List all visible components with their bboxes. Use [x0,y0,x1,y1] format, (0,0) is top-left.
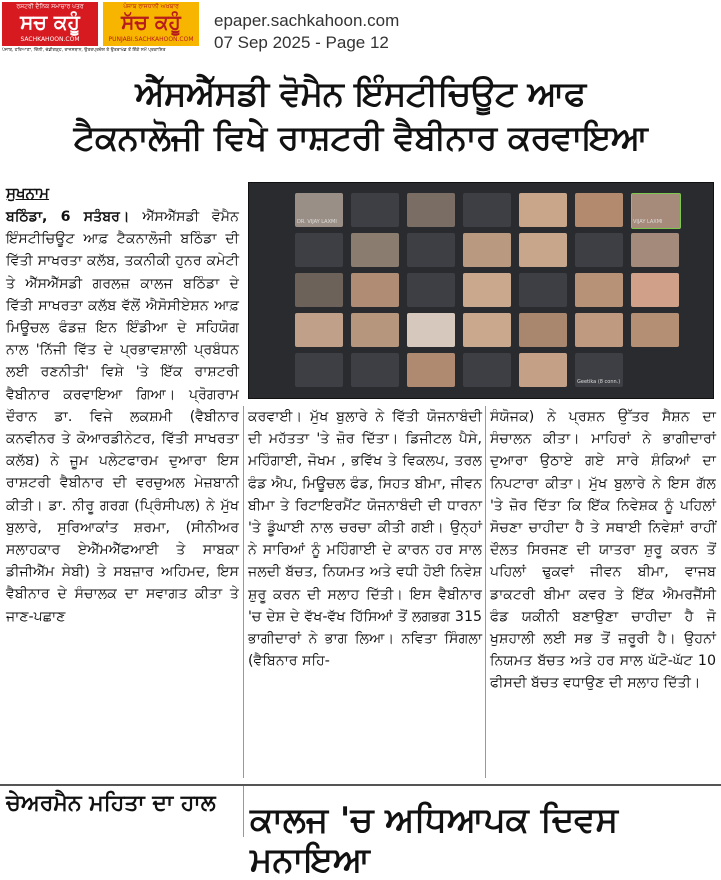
participant-tile [351,193,399,227]
logo2-site: PUNJABI.SACHKAHOON.COM [108,36,194,43]
participant-label: Geetika (8 conn.) [577,379,621,385]
section-divider [0,784,721,786]
participant-tile [519,233,567,267]
participant-tile [407,313,455,347]
participant-tile [519,353,567,387]
epaper-date-page: 07 Sep 2025 - Page 12 [214,33,389,52]
participant-tile [463,313,511,347]
participant-tile [351,313,399,347]
article-column-2: ਕਰਵਾਈ। ਮੁੱਖ ਬੁਲਾਰੇ ਨੇ ਵਿੱਤੀ ਯੋਜਨਾਬੰਦੀ ਦੀ ਮਹੱਤਤਾ 'ਤੇ ਜ਼ੋਰ ਦਿੱਤਾ। ਡਿਜੀਟਲ ਪੈਸੇ, ਮਹਿੰਗਾਈ, ਜੋਖਮ , ਭਵਿੱਖ ਤੇ ਵਿਕਲਪ, ਤਰਲ ਫੰਡ ਐਪ, ਮਿਊਚਲ ਫੰਡ, ਸਿਹਤ ਬੀਮਾ, ਜੀਵਨ ਬੀਮਾ ਤੇ ਰਿਟਾਇਰਮੈਂਟ ਯੋਜਨਾਬੰਦੀ ਦੀ ਧਾਰਨਾ 'ਤੇ ਡੂੰਘਾਈ ਨਾਲ ਚਰਚਾ ਕੀਤੀ ਗਈ। ਉਨ੍ਹਾਂ ਨੇ ਸਾਰਿਆਂ ਨੂੰ ਮਹਿੰਗਾਈ ਦੇ ਕਾਰਨ ਹਰ ਸਾਲ ਜਲਦੀ ਬੱਚਤ, ਨਿਯਮਤ ਅਤੇ ਵਧੀ ਹੋਈ ਨਿਵੇਸ਼ ਸ਼ੁਰੂ ਕਰਨ ਦੀ ਸਲਾਹ ਦਿੱਤੀ। ਇਸ ਵੈਬੀਨਾਰ 'ਚ ਦੇਸ਼ ਦੇ ਵੱਖ-ਵੱਖ ਹਿੱਸਿਆਂ ਤੋਂ ਲਗਭਗ 315 ਭਾਗੀਦਾਰਾਂ ਨੇ ਭਾਗ ਲਿਆ। ਨਵਿਤਾ ਸਿੰਗਲਾ (ਵੈਬਿਨਾਰ ਸਹਿ- [248,409,482,670]
participant-tile [519,273,567,307]
participant-tile [295,233,343,267]
next-article-headline-left: ਚੇਅਰਮੈਨ ਮਹਿਤਾ ਦਾ ਹਾਲ [6,791,216,816]
next-article-headline-right: ਕਾਲਜ 'ਚ ਅਧਿਆਪਕ ਦਿਵਸ ਮਨਾਇਆ [250,800,619,880]
epaper-meta [214,10,399,54]
video-call-grid [255,191,695,389]
headline-line-2: ਟੈਕਨਾਲੋਜੀ ਵਿਖੇ ਰਾਸ਼ਟਰੀ ਵੈਬੀਨਾਰ ਕਰਵਾਇਆ [73,118,648,158]
participant-tile [463,233,511,267]
participant-tile [575,193,623,227]
byline: ਸੁਖਨਾਮ [6,184,50,202]
edition-strip: ਪੰਜਾਬ, ਹਰਿਆਣਾ, ਦਿੱਲੀ, ਚੰਡੀਗੜ੍ਹ, ਰਾਜਸਥਾਨ, ਉਤਰਪ੍ਰਦੇਸ਼ ਤੇ ਉਤਰਾਖੰਡ ਤੋਂ ਇੱਕੋ ਸਮੇਂ ਪ੍ਰਕਾਸ਼ਿਤ [2,48,166,53]
participant-tile [463,273,511,307]
sach-kahoon-punjabi-logo[interactable] [103,2,199,46]
epaper-site[interactable]: epaper.sachkahoon.com [214,11,400,30]
participant-tile [295,353,343,387]
logo2-name: ਸੱਚ ਕਹੂੰ [121,10,181,34]
participant-tile [295,313,343,347]
masthead [0,0,721,52]
column-divider [243,406,244,778]
participant-label: VIJAY LAXMI [633,219,663,225]
participant-tile [575,233,623,267]
participant-label: DR. VIJAY LAXMI [297,219,337,225]
participant-tile [407,193,455,227]
logo1-name: ਸਚ ਕਹੂੰ [20,10,80,34]
logo1-site: SACHKAHOON.COM [20,36,80,43]
participant-tile [407,353,455,387]
logo2-tagline: ਪੰਜਾਬ ਰਾਜਧਾਨੀ ਅਖ਼ਬਾਰ [123,3,179,10]
article-column-3: ਸੰਯੋਜਕ) ਨੇ ਪ੍ਰਸ਼ਨ ਉੱਤਰ ਸੈਸ਼ਨ ਦਾ ਸੰਚਾਲਨ ਕੀਤਾ। ਮਾਹਿਰਾਂ ਨੇ ਭਾਗੀਦਾਰਾਂ ਦੁਆਰਾ ਉਠਾਏ ਗਏ ਸਾਰੇ ਸ਼ੰਕਿਆਂ ਦਾ ਨਿਪਟਾਰਾ ਕੀਤਾ। ਮੁੱਖ ਬੁਲਾਰੇ ਨੇ ਇਸ ਗੱਲ 'ਤੇ ਜ਼ੋਰ ਦਿੱਤਾ ਕਿ ਇੱਕ ਨਿਵੇਸ਼ਕ ਨੂੰ ਪਹਿਲਾਂ ਸੋਚਣਾ ਚਾਹੀਦਾ ਹੈ ਤੇ ਸਥਾਈ ਨਿਵੇਸ਼ਾਂ ਰਾਹੀਂ ਦੌਲਤ ਸਿਰਜਣ ਦੀ ਯਾਤਰਾ ਸ਼ੁਰੂ ਕਰਨ ਤੋਂ ਪਹਿਲਾਂ ਢੁਕਵਾਂ ਜੀਵਨ ਬੀਮਾ, ਵਾਜਬ ਡਾਕਟਰੀ ਬੀਮਾ ਕਵਰ ਤੇ ਇੱਕ ਐਮਰਜੈਂਸੀ ਫੰਡ ਯਕੀਨੀ ਬਣਾਉਣਾ ਚਾਹੀਦਾ ਹੈ ਜੋ ਖੁਸ਼ਹਾਲੀ ਲਈ ਸਭ ਤੋਂ ਜ਼ਰੂਰੀ ਹੈ। ਉਹਨਾਂ ਨਿਯਮਤ ਬੱਚਤ ਅਤੇ ਹਰ ਸਾਲ ਘੱਟੋ-ਘੱਟ 10 ਫੀਸਦੀ ਬੱਚਤ ਵਧਾਉਣ ਦੀ ਸਲਾਹ ਦਿੱਤੀ। [490,409,716,692]
participant-tile [351,273,399,307]
headline-line-1: ਐੱਸਐੱਸਡੀ ਵੋਮੈਨ ਇੰਸਟੀਚਿਊਟ ਆਫ [135,74,586,114]
participant-tile [295,273,343,307]
dateline: ਬਠਿੰਡਾ, 6 ਸਤੰਬਰ। [6,209,130,225]
article-headline [0,72,721,160]
participant-tile [575,273,623,307]
participant-tile [519,193,567,227]
participant-tile [631,233,679,267]
column-divider [485,406,486,778]
webinar-screenshot-photo [248,182,714,399]
participant-tile [463,353,511,387]
logo1-tagline: ਰਸ਼ਟਰੀ ਦੈਨਿਕ ਸਮਾਚਾਰ ਪਤਰ [16,3,84,10]
participant-tile [351,233,399,267]
participant-tile [631,273,679,307]
column-1-text: ਐੱਸਐੱਸਡੀ ਵੋਮੈਨ ਇੰਸਟੀਚਿਊਟ ਆਫ਼ ਟੈਕਨਾਲੋਜੀ ਬਠਿੰਡਾ ਦੀ ਵਿੱਤੀ ਸਾਖਰਤਾ ਕਲੱਬ, ਤਕਨੀਕੀ ਹੁਨਰ ਕਮੇਟੀ ਤੇ ਐੱਸਐੱਸਡੀ ਗਰਲਜ਼ ਕਾਲਜ ਬਠਿੰਡਾ ਦੇ ਵਿੱਤੀ ਸਾਖਰਤਾ ਕਲੱਬ ਵੱਲੋਂ ਐਸੋਸੀਏਸ਼ਨ ਆਫ਼ ਮਿਊਚਲ ਫੰਡਜ਼ ਇਨ ਇੰਡੀਆ ਦੇ ਸਹਿਯੋਗ ਨਾਲ 'ਨਿੱਜੀ ਵਿੱਤ ਦੇ ਪ੍ਰਭਾਵਸ਼ਾਲੀ ਪ੍ਰਬੰਧਨ ਲਈ ਰਣਨੀਤੀ' ਵਿਸ਼ੇ 'ਤੇ ਇੱਕ ਰਾਸ਼ਟਰੀ ਵੈਬੀਨਾਰ ਕਰਵਾਇਆ ਗਿਆ। ਪ੍ਰੋਗਰਾਮ ਦੌਰਾਨ ਡਾ. ਵਿਜੇ ਲਕਸ਼ਮੀ (ਵੈਬੀਨਾਰ ਕਨਵੀਨਰ ਤੇ ਕੋਆਰਡੀਨੇਟਰ, ਵਿੱਤੀ ਸਾਖਰਤਾ ਕਲੱਬ) ਨੇ ਜ਼ੂਮ ਪਲੇਟਫਾਰਮ ਦੁਆਰਾ ਇਸ ਰਾਸ਼ਟਰੀ ਵੈਬੀਨਾਰ ਦੀ ਵਰਚੁਅਲ ਮੇਜ਼ਬਾਨੀ ਕੀਤੀ। ਡਾ. ਨੀਰੂ ਗਰਗ (ਪ੍ਰਿੰਸੀਪਲ) ਨੇ ਮੁੱਖ ਬੁਲਾਰੇ, ਸੁਰਿਆਕਾਂਤ ਸ਼ਰਮਾ, (ਸੀਨੀਅਰ ਸਲਾਹਕਾਰ ਏਐੱਮਐੱਫਆਈ ਤੇ ਸਾਬਕਾ ਡੀਜੀਐੱਮ ਸੇਬੀ) ਤੇ ਸਬਜ਼ਾਰ ਅਹਿਮਦ, ਇਸ ਵੈਬੀਨਾਰ ਦੇ ਸੰਚਾਲਕ ਦਾ ਸਵਾਗਤ ਕੀਤਾ ਤੇ ਜਾਣ-ਪਛਾਣ [6,209,239,625]
participant-tile [631,313,679,347]
sach-kahoon-hindi-logo[interactable] [2,2,98,46]
bottom-column-divider [243,786,244,837]
article-column-1 [6,206,239,628]
participant-tile [407,273,455,307]
participant-tile [575,313,623,347]
participant-tile [519,313,567,347]
participant-tile [351,353,399,387]
participant-tile [463,193,511,227]
participant-tile [407,233,455,267]
